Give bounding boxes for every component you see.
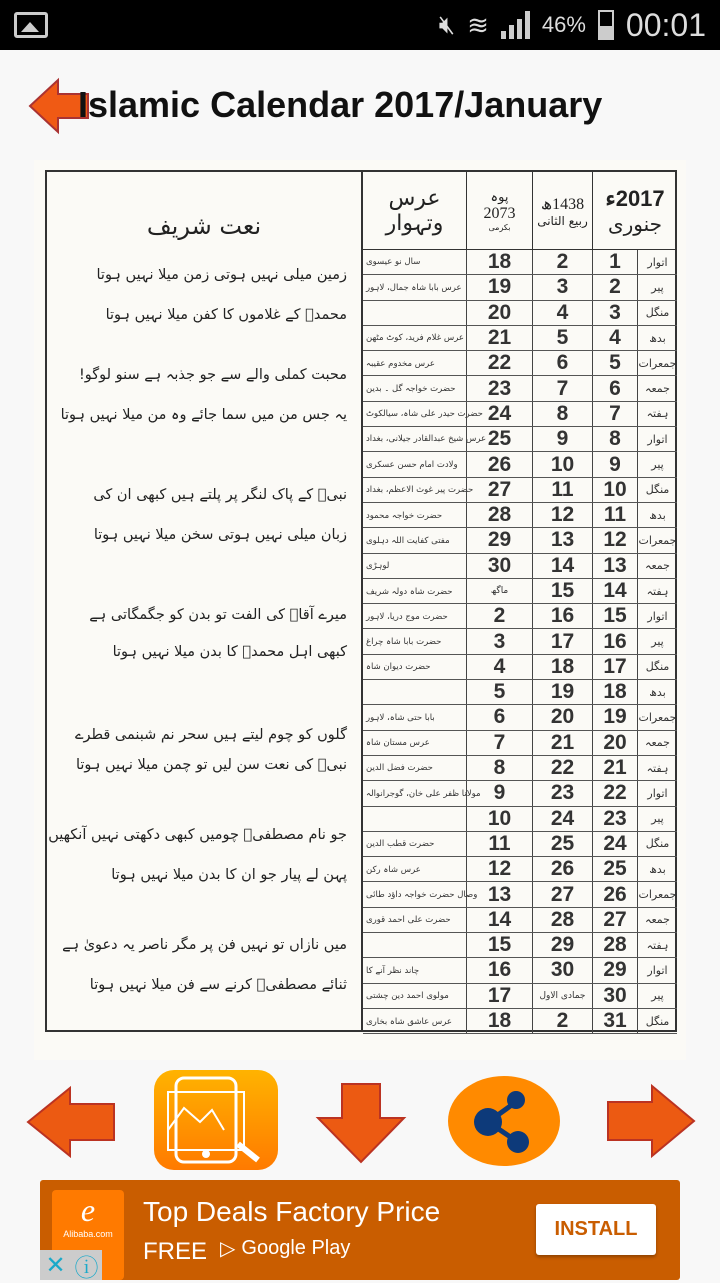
hijri-date-cell: 21: [532, 731, 592, 755]
january-date-cell: 26: [592, 882, 637, 906]
january-date-cell: 16: [592, 629, 637, 653]
weekday-cell: جمعرات: [637, 705, 677, 729]
table-row: [363, 250, 677, 275]
table-row: [363, 958, 677, 983]
greg-month: جنوری: [607, 211, 663, 236]
table-row: [363, 1009, 677, 1034]
event-cell: حضرت خواجہ گل ۔ بدین: [366, 384, 456, 395]
weekday-cell: بدھ: [637, 326, 677, 350]
table-row: [363, 807, 677, 832]
ad-controls: [40, 1250, 102, 1280]
weekday-cell: جمعہ: [637, 554, 677, 578]
hijri-date-cell: 27: [532, 882, 592, 906]
ad-banner[interactable]: [40, 1180, 680, 1280]
event-cell: حضرت بابا شاہ چراغ: [366, 637, 442, 648]
event-cell: [363, 933, 466, 957]
bikrami-date-cell: 22: [466, 351, 532, 375]
bikrami-date-cell: 26: [466, 452, 532, 476]
bikrami-date-cell: 12: [466, 857, 532, 881]
event-cell: حضرت فضل الدین: [366, 763, 433, 774]
table-row: [363, 933, 677, 958]
bikrami-date-cell: 8: [466, 756, 532, 780]
weekday-cell: ہفتہ: [637, 933, 677, 957]
january-date-cell: 13: [592, 554, 637, 578]
bikrami-date-cell: 21: [466, 326, 532, 350]
hijri-date-cell: 8: [532, 402, 592, 426]
weekday-cell: جمعرات: [637, 528, 677, 552]
calendar-table: [363, 172, 677, 1033]
hijri-date-cell: 15: [532, 579, 592, 603]
january-date-cell: 14: [592, 579, 637, 603]
january-date-cell: 5: [592, 351, 637, 375]
hijri-date-cell: جمادی الاول: [532, 984, 592, 1008]
weekday-cell: بدھ: [637, 857, 677, 881]
weekday-cell: اتوار: [637, 250, 677, 274]
greg-year: 2017ء: [605, 185, 665, 211]
bikrami-date-cell: 9: [466, 781, 532, 805]
hijri-date-cell: 29: [532, 933, 592, 957]
table-row: [363, 275, 677, 300]
share-button[interactable]: [448, 1076, 560, 1166]
table-row: [363, 655, 677, 680]
event-cell: عرس شاہ رکن: [366, 864, 421, 875]
hijri-date-cell: 3: [532, 275, 592, 299]
google-play-badge: [220, 1236, 350, 1261]
bikrami-date-cell: 27: [466, 478, 532, 502]
hijri-date-cell: 28: [532, 908, 592, 932]
status-bar: [0, 0, 720, 50]
mute-icon: 🔇︎: [438, 9, 456, 39]
january-date-cell: 12: [592, 528, 637, 552]
table-row: [363, 326, 677, 351]
weekday-cell: جمعرات: [637, 882, 677, 906]
naat-poem: [47, 172, 363, 1030]
january-date-cell: 9: [592, 452, 637, 476]
hijri-date-cell: 5: [532, 326, 592, 350]
ad-headline: Top Deals Factory Price: [143, 1196, 441, 1227]
table-row: [363, 478, 677, 503]
event-cell: حضرت شاہ دولہ شریف: [366, 586, 453, 597]
battery-percent: 46%: [541, 12, 586, 37]
weekday-cell: بدھ: [637, 503, 677, 527]
table-row: [363, 604, 677, 629]
event-cell: حضرت خواجہ محمود: [366, 510, 443, 521]
hijri-date-cell: 4: [532, 301, 592, 325]
hijri-date-cell: 12: [532, 503, 592, 527]
event-cell: عرس عاشق شاہ بخاری: [366, 1016, 453, 1027]
table-row: [363, 680, 677, 705]
event-cell: سال نو عیسوی: [366, 257, 421, 268]
bikrami-date-cell: 14: [466, 908, 532, 932]
weekday-cell: منگل: [637, 655, 677, 679]
table-row: [363, 402, 677, 427]
header: [0, 70, 720, 145]
bikrami-date-cell: 2: [466, 604, 532, 628]
january-date-cell: 23: [592, 807, 637, 831]
event-cell: عرس شیخ عبدالقادر جیلانی، بغداد: [366, 434, 487, 445]
hijri-date-cell: 17: [532, 629, 592, 653]
hijri-date-cell: 23: [532, 781, 592, 805]
hijri-date-cell: 19: [532, 680, 592, 704]
january-date-cell: 11: [592, 503, 637, 527]
battery-icon: [598, 10, 614, 40]
event-cell: حضرت قطب الدین: [366, 838, 435, 849]
table-row: [363, 376, 677, 401]
january-date-cell: 21: [592, 756, 637, 780]
table-row: [363, 731, 677, 756]
poem-line: جو نام مصطفیؐ چومیں کبھی دکھتی نہیں آنکھیں: [48, 827, 347, 843]
table-row: [363, 984, 677, 1009]
weekday-cell: ہفتہ: [637, 756, 677, 780]
bikrami-date-cell: 5: [466, 680, 532, 704]
bikrami-date-cell: 10: [466, 807, 532, 831]
share-icon: [448, 1076, 560, 1166]
january-date-cell: 22: [592, 781, 637, 805]
alibaba-logo-text: Alibaba.com: [63, 1229, 113, 1239]
event-cell: لوہڑی: [366, 561, 390, 572]
bikrami-year: 2073: [483, 204, 516, 222]
weekday-cell: جمعہ: [637, 376, 677, 400]
poem-title: نعت شریف: [146, 212, 262, 240]
table-row: [363, 452, 677, 477]
event-cell: حضرت موج دریا، لاہور: [366, 611, 448, 622]
table-row: [363, 579, 677, 604]
weekday-cell: پیر: [637, 807, 677, 831]
poem-line: نبیؐ کی نعت سن لیں تو چمن میلا نہیں ہوتا: [75, 757, 347, 773]
poem-line: ثنائے مصطفیؐ کرنے سے فن میلا نہیں ہوتا: [89, 977, 347, 993]
bikrami-date-cell: 13: [466, 882, 532, 906]
signal-icon: [501, 11, 530, 39]
weekday-cell: منگل: [637, 301, 677, 325]
table-row: [363, 351, 677, 376]
event-cell: بابا حتی شاہ، لاہور: [366, 712, 435, 723]
bikrami-date-cell: 7: [466, 731, 532, 755]
hijri-date-cell: 2: [532, 250, 592, 274]
poem-line: میں نازاں تو نہیں فن پر مگر ناصر یہ دعویٰ ہے: [62, 937, 347, 953]
table-row: [363, 857, 677, 882]
event-cell: ولادت امام حسن عسکری: [366, 459, 458, 470]
january-date-cell: 3: [592, 301, 637, 325]
january-date-cell: 24: [592, 832, 637, 856]
event-cell: [363, 807, 466, 831]
store-name: Google Play: [241, 1237, 351, 1259]
january-date-cell: 4: [592, 326, 637, 350]
event-cell: عرس غلام فرید، کوٹ مٹھن: [366, 333, 464, 344]
weekday-cell: ہفتہ: [637, 579, 677, 603]
weekday-cell: بدھ: [637, 680, 677, 704]
hijri-date-cell: 20: [532, 705, 592, 729]
bikrami-header: [466, 172, 532, 249]
table-header: [363, 172, 677, 250]
hijri-date-cell: 25: [532, 832, 592, 856]
hijri-date-cell: 18: [532, 655, 592, 679]
weekday-cell: جمعہ: [637, 731, 677, 755]
weekday-cell: اتوار: [637, 427, 677, 451]
weekday-cell: پیر: [637, 275, 677, 299]
poem-line: کبھی اہل محمدؐ کا بدن میلا نہیں ہوتا: [112, 644, 347, 660]
poem-line: گلوں کو چوم لیتے ہیں سحر نم شبنمی قطرے: [74, 727, 347, 743]
table-body: [363, 250, 677, 1034]
image-notification-icon: [14, 12, 48, 38]
event-cell: [363, 301, 466, 325]
table-row: [363, 908, 677, 933]
poem-line: محمدؐ کے غلاموں کا کفن میلا نہیں ہوتا: [105, 307, 347, 323]
january-date-cell: 1: [592, 250, 637, 274]
events-header: عرس وتہوار: [385, 185, 444, 236]
customize-app-button[interactable]: [154, 1070, 278, 1170]
poem-line: یہ جس من میں سما جائے وہ من میلا نہیں ہوتا: [60, 407, 347, 423]
hijri-date-cell: 6: [532, 351, 592, 375]
event-cell: حضرت پیر غوث الاعظم، بغداد: [366, 484, 474, 495]
ad-info-icon[interactable]: ⓘ: [74, 1254, 99, 1282]
calendar-page-image: [34, 160, 686, 1060]
hijri-date-cell: 16: [532, 604, 592, 628]
january-date-cell: 19: [592, 705, 637, 729]
table-row: [363, 781, 677, 806]
table-row: [363, 705, 677, 730]
hijri-date-cell: 14: [532, 554, 592, 578]
bikrami-date-cell: 4: [466, 655, 532, 679]
poem-line: محبت کملی والے سے جو جذبہ ہے سنو لوگو!: [78, 367, 347, 383]
event-cell: حضرت حیدر علی شاہ، سیالکوٹ: [366, 409, 483, 420]
weekday-cell: منگل: [637, 832, 677, 856]
january-date-cell: 17: [592, 655, 637, 679]
event-cell: چاند نظر آنے کا: [366, 965, 420, 976]
poem-line: میرے آقاؐ کی الفت تو بدن کو جگمگاتی ہے: [89, 607, 347, 623]
bikrami-date-cell: ماگھ: [466, 579, 532, 603]
page-title: Islamic Calendar 2017/January: [78, 84, 603, 125]
poem-line: زبان میلی نہیں ہوتی سخن میلا نہیں ہوتا: [93, 527, 347, 543]
weekday-cell: پیر: [637, 452, 677, 476]
previous-month-button[interactable]: [26, 1086, 118, 1158]
hijri-date-cell: 7: [532, 376, 592, 400]
hijri-header: [532, 172, 592, 249]
weekday-cell: اتوار: [637, 781, 677, 805]
bikrami-date-cell: 30: [466, 554, 532, 578]
hijri-date-cell: 9: [532, 427, 592, 451]
hijri-date-cell: 13: [532, 528, 592, 552]
hijri-month: ربیع الثانی: [537, 213, 588, 228]
bikrami-date-cell: 29: [466, 528, 532, 552]
event-cell: مفتی کفایت اللہ دہلوی: [366, 535, 450, 546]
bikrami-date-cell: 11: [466, 832, 532, 856]
install-button[interactable]: INSTALL: [536, 1204, 656, 1255]
bikrami-date-cell: 19: [466, 275, 532, 299]
january-date-cell: 30: [592, 984, 637, 1008]
bikrami-date-cell: 18: [466, 1009, 532, 1033]
january-date-cell: 28: [592, 933, 637, 957]
table-row: [363, 554, 677, 579]
poem-line: پہن لے پیار جو ان کا بدن میلا نہیں ہوتا: [111, 867, 347, 883]
event-cell: عرس مستان شاہ: [366, 738, 430, 749]
table-row: [363, 882, 677, 907]
hijri-date-cell: 30: [532, 958, 592, 982]
hijri-date-cell: 11: [532, 478, 592, 502]
weekday-cell: اتوار: [637, 958, 677, 982]
weekday-cell: جمعہ: [637, 908, 677, 932]
close-ad-icon[interactable]: ✕: [45, 1251, 66, 1279]
bikrami-date-cell: 3: [466, 629, 532, 653]
bikrami-date-cell: 28: [466, 503, 532, 527]
hijri-date-cell: 22: [532, 756, 592, 780]
weekday-cell: اتوار: [637, 604, 677, 628]
poem-line: نبیؐ کے پاک لنگر پر پلتے ہیں کبھی ان کی: [93, 487, 347, 503]
play-icon: ▷: [220, 1238, 236, 1260]
table-row: [363, 528, 677, 553]
phone-wrench-icon: [154, 1070, 278, 1170]
bikrami-date-cell: 25: [466, 427, 532, 451]
event-cell: مولوی احمد دین چشتی: [366, 990, 449, 1001]
poem-line: زمین میلی نہیں ہوتی زمن میلا نہیں ہوتا: [96, 267, 347, 283]
bikrami-date-cell: 6: [466, 705, 532, 729]
bikrami-date-cell: 18: [466, 250, 532, 274]
hijri-date-cell: 2: [532, 1009, 592, 1033]
gregorian-header: [592, 172, 677, 249]
event-cell: مولانا ظفر علی خان، گوجرانوالہ: [366, 788, 481, 799]
january-date-cell: 2: [592, 275, 637, 299]
ad-price: FREE: [143, 1238, 208, 1265]
january-date-cell: 7: [592, 402, 637, 426]
bikrami-label: بکرمی: [488, 222, 511, 232]
bikrami-date-cell: 20: [466, 301, 532, 325]
january-date-cell: 6: [592, 376, 637, 400]
january-date-cell: 29: [592, 958, 637, 982]
next-month-button[interactable]: [604, 1084, 696, 1158]
hijri-date-cell: 26: [532, 857, 592, 881]
table-row: [363, 503, 677, 528]
january-date-cell: 8: [592, 427, 637, 451]
january-date-cell: 20: [592, 731, 637, 755]
january-date-cell: 15: [592, 604, 637, 628]
january-date-cell: 27: [592, 908, 637, 932]
table-row: [363, 629, 677, 654]
bikrami-date-cell: 17: [466, 984, 532, 1008]
table-row: [363, 756, 677, 781]
table-row: [363, 832, 677, 857]
event-cell: حضرت علی احمد قوری: [366, 914, 451, 925]
download-button[interactable]: [316, 1082, 406, 1164]
hijri-date-cell: 10: [532, 452, 592, 476]
event-cell: عرس بابا شاہ جمال، لاہور: [366, 282, 462, 293]
event-cell: وصال حضرت خواجہ داؤد طائی: [366, 890, 478, 901]
january-date-cell: 10: [592, 478, 637, 502]
weekday-cell: ہفتہ: [637, 402, 677, 426]
clock: 00:01: [625, 6, 706, 43]
bikrami-date-cell: 15: [466, 933, 532, 957]
bottom-toolbar: [0, 1068, 720, 1173]
event-cell: عرس مخدوم عقیبہ: [366, 358, 435, 369]
event-cell: حضرت دیوان شاہ: [366, 662, 431, 673]
event-cell: [363, 680, 466, 704]
table-row: [363, 427, 677, 452]
january-date-cell: 18: [592, 680, 637, 704]
hijri-year: 1438ھ: [540, 195, 585, 213]
january-date-cell: 25: [592, 857, 637, 881]
weekday-cell: منگل: [637, 1009, 677, 1033]
alibaba-logo: e Alibaba.com: [52, 1190, 124, 1280]
bikrami-date-cell: 23: [466, 376, 532, 400]
wifi-icon: ≋: [467, 9, 489, 40]
hijri-date-cell: 24: [532, 807, 592, 831]
january-date-cell: 31: [592, 1009, 637, 1033]
bikrami-date-cell: 24: [466, 402, 532, 426]
weekday-cell: پیر: [637, 629, 677, 653]
table-row: [363, 301, 677, 326]
weekday-cell: جمعرات: [637, 351, 677, 375]
bikrami-month: پوہ: [490, 189, 509, 205]
weekday-cell: پیر: [637, 984, 677, 1008]
weekday-cell: منگل: [637, 478, 677, 502]
bikrami-date-cell: 16: [466, 958, 532, 982]
